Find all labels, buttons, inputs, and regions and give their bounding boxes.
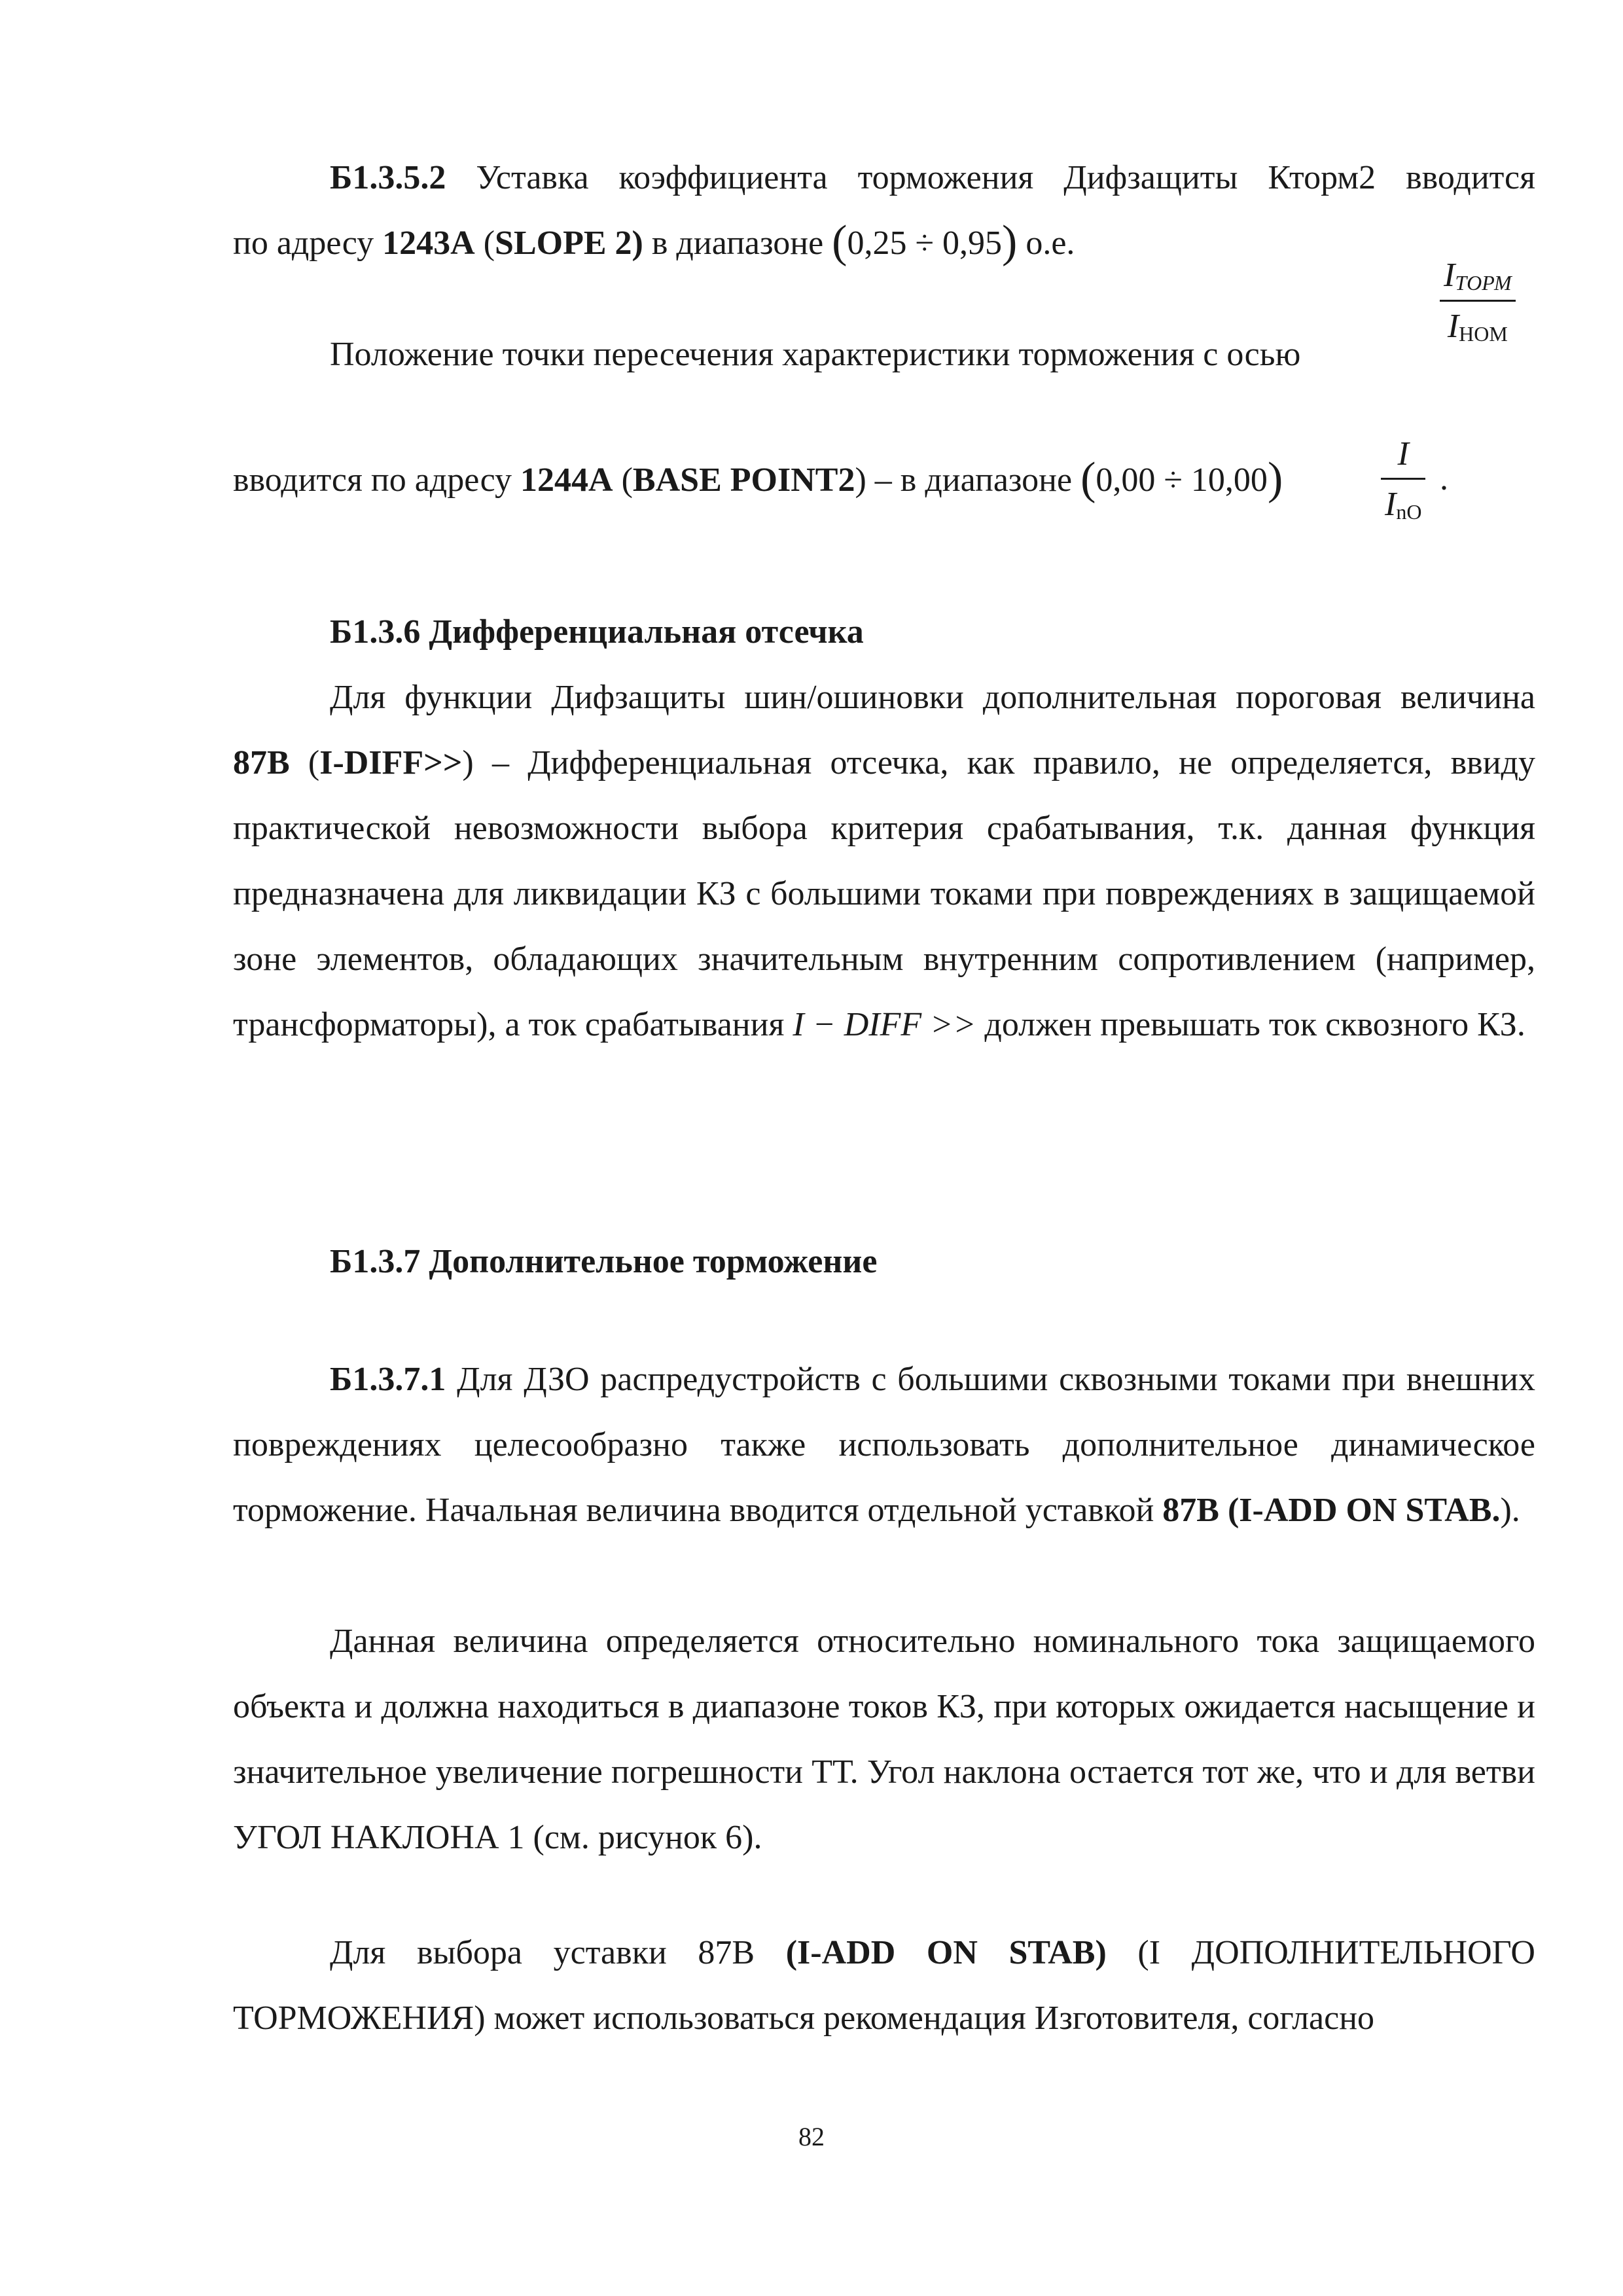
code: 87B (233, 744, 290, 781)
heading-137: Б1.3.7 Дополнительное торможение (330, 1243, 878, 1280)
setting: 87B (I-ADD ON STAB. (1162, 1492, 1501, 1529)
para-1371: Б1.3.7.1 Для ДЗО распредустройств с большими сквозными токами при внешних повреждениях целесообразно также использовать дополнительное динамическое торможение. Начальная величина вводится отдельной уставкой 87B (I-ADD ON STAB.). (233, 1361, 1535, 1529)
section-number: Б1.3.7.1 (330, 1361, 446, 1398)
frac-den: I (1447, 308, 1459, 345)
frac-den-sub: nO (1396, 500, 1422, 524)
address: 1243А (382, 224, 475, 262)
para-1352-p3: вводится по адресу 1244А (BASE POINT2) – в диапазоне (0,00 ÷ 10,00) (233, 454, 1283, 504)
param-name: BASE POINT2 (632, 461, 855, 499)
address: 1244А (520, 461, 613, 499)
para-136: Для функции Дифзащиты шин/ошиновки дополнительная пороговая величина 87B (I-DIFF>>) – Дифференциальная отсечка, как правило, не определяется, ввиду практической невозможности выбора критерия срабатывания, т.к. данная функция предназначена для ликвидации КЗ с большими токами при повреждениях в защищаемой зоне элементов, обладающих значительным внутренним сопротивлением (например, трансформаторы), а ток срабатывания I − DIFF >> должен превышать ток сквозного КЗ. (233, 679, 1535, 1043)
text: – в диапазоне (874, 461, 1073, 499)
text: Положение точки пересечения характеристики торможения с осью (330, 336, 1301, 373)
section-number: Б1.3.5.2 (330, 159, 446, 196)
para-1352-line2: по адресу 1243А (SLOPE 2) в диапазоне (0,25 ÷ 0,95) о.е. (233, 217, 1075, 267)
text: Данная величина определяется относительно номинального тока защищаемого объекта и должна находиться в диапазоне токов КЗ, при которых ожидается насыщение и значительное увеличение погрешности ТТ. Угол наклона остается тот же, что и для ветви УГОЛ НАКЛОНА 1 (см. рисунок 6). (233, 1623, 1535, 1856)
fraction (1381, 437, 1425, 522)
text: Для функции Дифзащиты шин/ошиновки дополнительная пороговая величина (330, 679, 1535, 716)
text: должен превышать ток сквозного КЗ. (984, 1006, 1525, 1043)
text: Для ДЗО распредустройств с большими сквозными токами при внешних повреждениях целесообразно также использовать дополнительное динамическое торможение. Начальная величина вводится отдельной уставкой (233, 1361, 1535, 1529)
period: . (1440, 460, 1448, 497)
unit: о.е. (1026, 224, 1075, 262)
frac-den: I (1385, 486, 1397, 523)
page-number: 82 (798, 2122, 825, 2151)
para-137-3 (233, 1920, 1535, 2051)
frac-num: I (1381, 437, 1425, 480)
fraction-torm-nom (1440, 259, 1516, 344)
frac-num-sub: ТОРМ (1455, 271, 1512, 295)
heading-136: Б1.3.6 Дифференциальная отсечка (330, 613, 864, 651)
text: Уставка коэффициента торможения Дифзащиты Кторм2 вводится (476, 159, 1536, 196)
text: в диапазоне (651, 224, 824, 262)
text: вводится по адресу (233, 461, 512, 499)
formula: I − DIFF >> (793, 1006, 976, 1043)
param-name: SLOPE 2) (495, 224, 643, 262)
para-1352-p2 (330, 322, 1300, 387)
frac-num: I (1444, 257, 1455, 294)
setting: (I-ADD ON STAB) (785, 1934, 1107, 1971)
para-1352-line1 (233, 145, 1535, 211)
range: 0,00 ÷ 10,00 (1096, 461, 1268, 499)
range: 0,25 ÷ 0,95 (847, 224, 1003, 262)
text: по адресу (233, 224, 374, 262)
para-137-2 (233, 1609, 1535, 1871)
param-name: I-DIFF>> (319, 744, 463, 781)
fraction (1440, 259, 1516, 344)
frac-den-sub: НОМ (1459, 322, 1508, 346)
text: – Дифференциальная отсечка, как правило, не определяется, ввиду практической невозможности выбора критерия срабатывания, т.к. данная функция предназначена для ликвидации КЗ с большими токами при повреждениях в защищаемой зоне элементов, обладающих значительным внутренним сопротивлением (например, трансформаторы), а ток срабатывания (233, 744, 1535, 1043)
text: Для выбора уставки 87В (330, 1934, 755, 1971)
text: (I ДОПОЛНИТЕЛЬНОГО ТОРМОЖЕНИЯ) может использоваться рекомендация Изготовителя, согласно (233, 1934, 1535, 2037)
fraction-i-ino (1381, 437, 1425, 522)
